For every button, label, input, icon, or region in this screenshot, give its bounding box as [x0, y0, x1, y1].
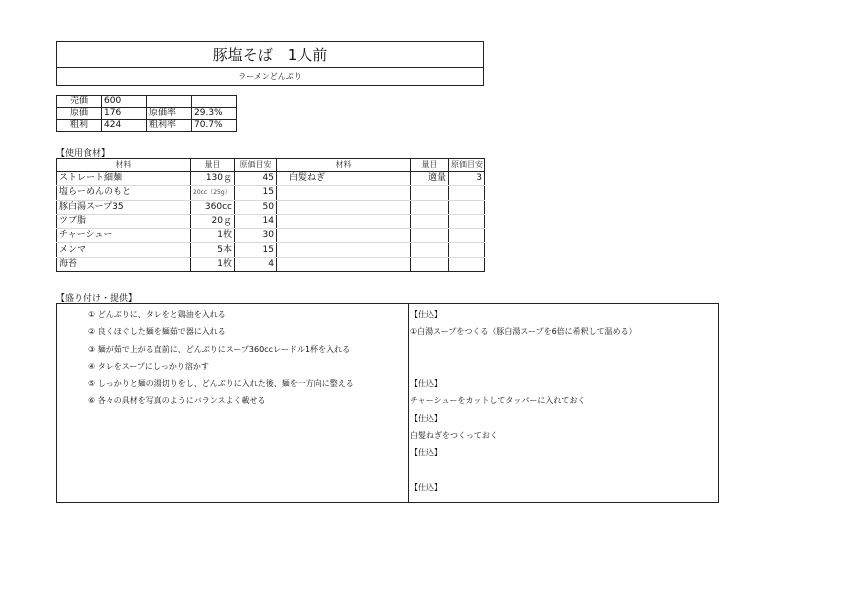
- plating-step: ① どんぶりに、タレをと鶏油を入れる: [88, 310, 226, 319]
- price-label-2: [147, 96, 192, 108]
- prep-note: [410, 358, 716, 375]
- empty-cell: [449, 229, 485, 243]
- empty-cell: [411, 186, 449, 200]
- price-value: 600: [102, 96, 147, 108]
- ingredient-name: 海苔: [57, 257, 191, 271]
- ingredient-name: メンマ: [57, 243, 191, 257]
- profit-label: 粗利: [57, 120, 102, 132]
- empty-cell: [449, 257, 485, 271]
- prep-notes: [410, 306, 716, 496]
- col-qty: 量目: [191, 159, 235, 172]
- empty-cell: [411, 257, 449, 271]
- price-table: [56, 95, 237, 132]
- empty-cell: [449, 214, 485, 228]
- prep-note: 白髪ねぎをつくっておく: [410, 431, 498, 441]
- empty-cell: [411, 200, 449, 214]
- table-row: [57, 257, 485, 271]
- profit-rate-value: 70.7%: [192, 120, 237, 132]
- empty-cell: [449, 243, 485, 257]
- ingredient-cost: 15: [235, 243, 277, 257]
- ingredient-cost: 14: [235, 214, 277, 228]
- ingredient-qty: 360cc: [191, 200, 235, 214]
- ingredient-qty: 適量: [411, 172, 449, 186]
- plating-section-label: 【盛り付け・提供】: [56, 294, 138, 304]
- prep-note: 【仕込】: [410, 482, 442, 492]
- plating-step: ③ 麺が茹で上がる直前に、どんぶりにスープ360ccレードル1杯を入れる: [88, 344, 351, 354]
- col-cost-2: 原価目安: [449, 159, 485, 172]
- plating-step: ④ タレをスープにしっかり溶かす: [88, 361, 209, 371]
- prep-note: 【仕込】: [410, 379, 442, 389]
- ingredient-cost: 30: [235, 229, 277, 243]
- col-cost: 原価目安: [235, 159, 277, 172]
- col-material: 材料: [57, 159, 191, 172]
- plating-step: ② 良くほぐした麺を麺茹で器に入れる: [88, 327, 226, 337]
- ingredient-qty: 20ｇ: [191, 214, 235, 228]
- price-value-2: [192, 96, 237, 108]
- col-qty-2: 量目: [411, 159, 449, 172]
- ingredients-table: [56, 158, 485, 272]
- plating-steps: [88, 306, 354, 410]
- empty-cell: [411, 214, 449, 228]
- empty-cell: [277, 243, 411, 257]
- ingredients-header-row: [57, 159, 485, 172]
- empty-cell: [277, 186, 411, 200]
- ingredient-cost: 45: [235, 172, 277, 186]
- plating-step: ⑥ 各々の具材を写真のようにバランスよく載せる: [88, 396, 266, 406]
- price-label: 売価: [57, 96, 102, 108]
- cost-label: 原価: [57, 108, 102, 120]
- prep-note: 【仕込】: [410, 310, 442, 319]
- ingredient-name: ツブ脂: [57, 214, 191, 228]
- ingredient-qty: 20cc（25g）: [191, 186, 235, 200]
- price-row: [57, 96, 237, 108]
- col-material-2: 材料: [277, 159, 411, 172]
- ingredient-cost: 4: [235, 257, 277, 271]
- bowl-type: ラーメンどんぶり: [56, 67, 484, 86]
- ingredient-name: ストレート細麺: [57, 172, 191, 186]
- table-row: [57, 172, 485, 186]
- table-row: [57, 214, 485, 228]
- ingredient-cost: 50: [235, 200, 277, 214]
- cost-row: [57, 108, 237, 120]
- prep-note: 【仕込】: [410, 413, 442, 423]
- empty-cell: [411, 243, 449, 257]
- empty-cell: [411, 229, 449, 243]
- empty-cell: [449, 186, 485, 200]
- empty-cell: [277, 229, 411, 243]
- profit-value: 424: [102, 120, 147, 132]
- empty-cell: [449, 200, 485, 214]
- ingredient-name: チャーシュー: [57, 229, 191, 243]
- profit-row: [57, 120, 237, 132]
- plating-step: ⑤ しっかりと麺の湯切りをし、どんぶりに入れた後、麺を一方向に整える: [88, 379, 354, 389]
- cost-value: 176: [102, 108, 147, 120]
- recipe-title: 豚塩そば 1人前: [56, 41, 484, 68]
- prep-note: [410, 462, 716, 479]
- cost-rate-label: 原価率: [147, 108, 192, 120]
- ingredient-cost: 3: [449, 172, 485, 186]
- ingredient-qty: 1枚: [191, 229, 235, 243]
- cost-rate-value: 29.3%: [192, 108, 237, 120]
- table-row: [57, 229, 485, 243]
- prep-note: ①白湯スープをつくる（豚白湯スープを6倍に希釈して温める）: [410, 327, 637, 337]
- ingredient-qty: 130ｇ: [191, 172, 235, 186]
- empty-cell: [277, 257, 411, 271]
- prep-note: チャーシューをカットしてタッパーに入れておく: [410, 396, 586, 406]
- ingredient-name: 豚白湯スープ35: [57, 200, 191, 214]
- empty-cell: [277, 214, 411, 228]
- ingredient-name: 白髪ねぎ: [277, 172, 411, 186]
- plating-divider: [408, 303, 409, 503]
- ingredient-qty: 1枚: [191, 257, 235, 271]
- ingredients-section-label: 【使用食材】: [56, 149, 111, 159]
- ingredient-qty: 5本: [191, 243, 235, 257]
- table-row: [57, 186, 485, 200]
- table-row: [57, 200, 485, 214]
- table-row: [57, 243, 485, 257]
- ingredient-cost: 15: [235, 186, 277, 200]
- empty-cell: [277, 200, 411, 214]
- prep-note: [410, 341, 716, 358]
- prep-note: 【仕込】: [410, 448, 442, 458]
- ingredient-name: 塩らーめんのもと: [57, 186, 191, 200]
- profit-rate-label: 粗利率: [147, 120, 192, 132]
